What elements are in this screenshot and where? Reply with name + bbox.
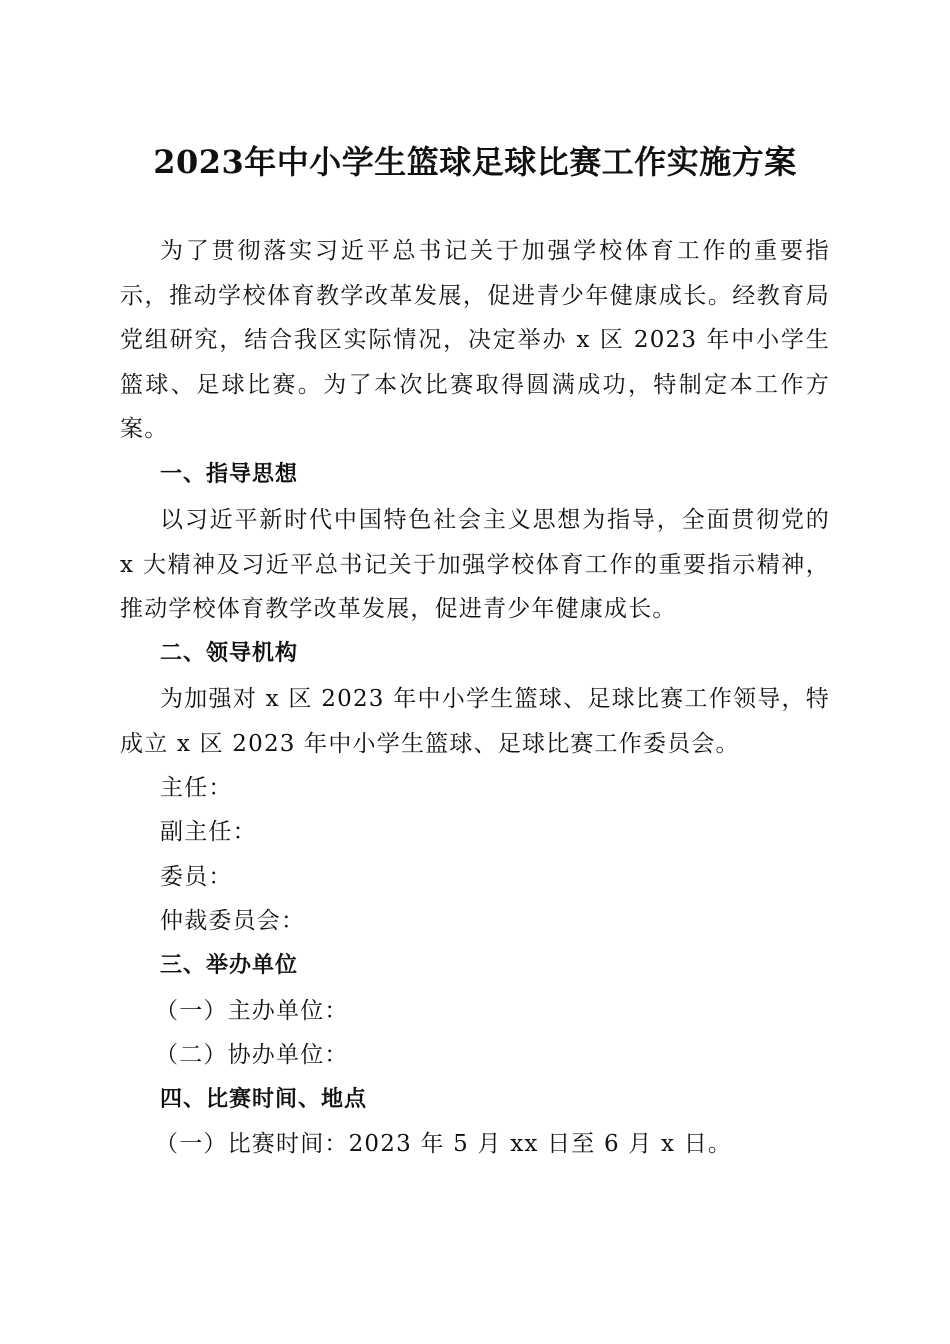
match-time: （一）比赛时间：2023 年 5 月 xx 日至 6 月 x 日。 bbox=[155, 1131, 733, 1157]
organizer-host: （一）主办单位： bbox=[155, 998, 349, 1024]
role-director: 主任： bbox=[160, 775, 233, 801]
role-deputy-director: 副主任： bbox=[160, 819, 257, 845]
section-heading-guiding-thought: 一、指导思想 bbox=[160, 462, 299, 487]
document-title: 2023年中小学生篮球足球比赛工作实施方案 bbox=[153, 143, 797, 181]
section-heading-organizers: 三、举办单位 bbox=[160, 953, 299, 978]
section-heading-leadership: 二、领导机构 bbox=[160, 641, 299, 666]
guiding-thought-paragraph: 以习近平新时代中国特色社会主义思想为指导，全面贯彻党的 x 大精神及习近平总书记关于加强学校体育工作的重要指示精神，推动学校体育教学改革发展，促进青少年健康成长。 bbox=[120, 507, 830, 622]
role-member: 委员： bbox=[160, 864, 233, 890]
section-heading-time-place: 四、比赛时间、地点 bbox=[160, 1087, 368, 1112]
intro-paragraph: 为了贯彻落实习近平总书记关于加强学校体育工作的重要指示，推动学校体育教学改革发展，促进青少年健康成长。经教育局党组研究，结合我区实际情况，决定举办 x 区 2023 年中小学生篮球、足球比赛。为了本次比赛取得圆满成功，特制定本工作方案。 bbox=[120, 238, 830, 442]
leadership-paragraph: 为加强对 x 区 2023 年中小学生篮球、足球比赛工作领导，特成立 x 区 2023 年中小学生篮球、足球比赛工作委员会。 bbox=[120, 686, 830, 757]
organizer-co-host: （二）协办单位： bbox=[155, 1042, 349, 1068]
role-arbitration-committee: 仲裁委员会： bbox=[160, 908, 306, 934]
